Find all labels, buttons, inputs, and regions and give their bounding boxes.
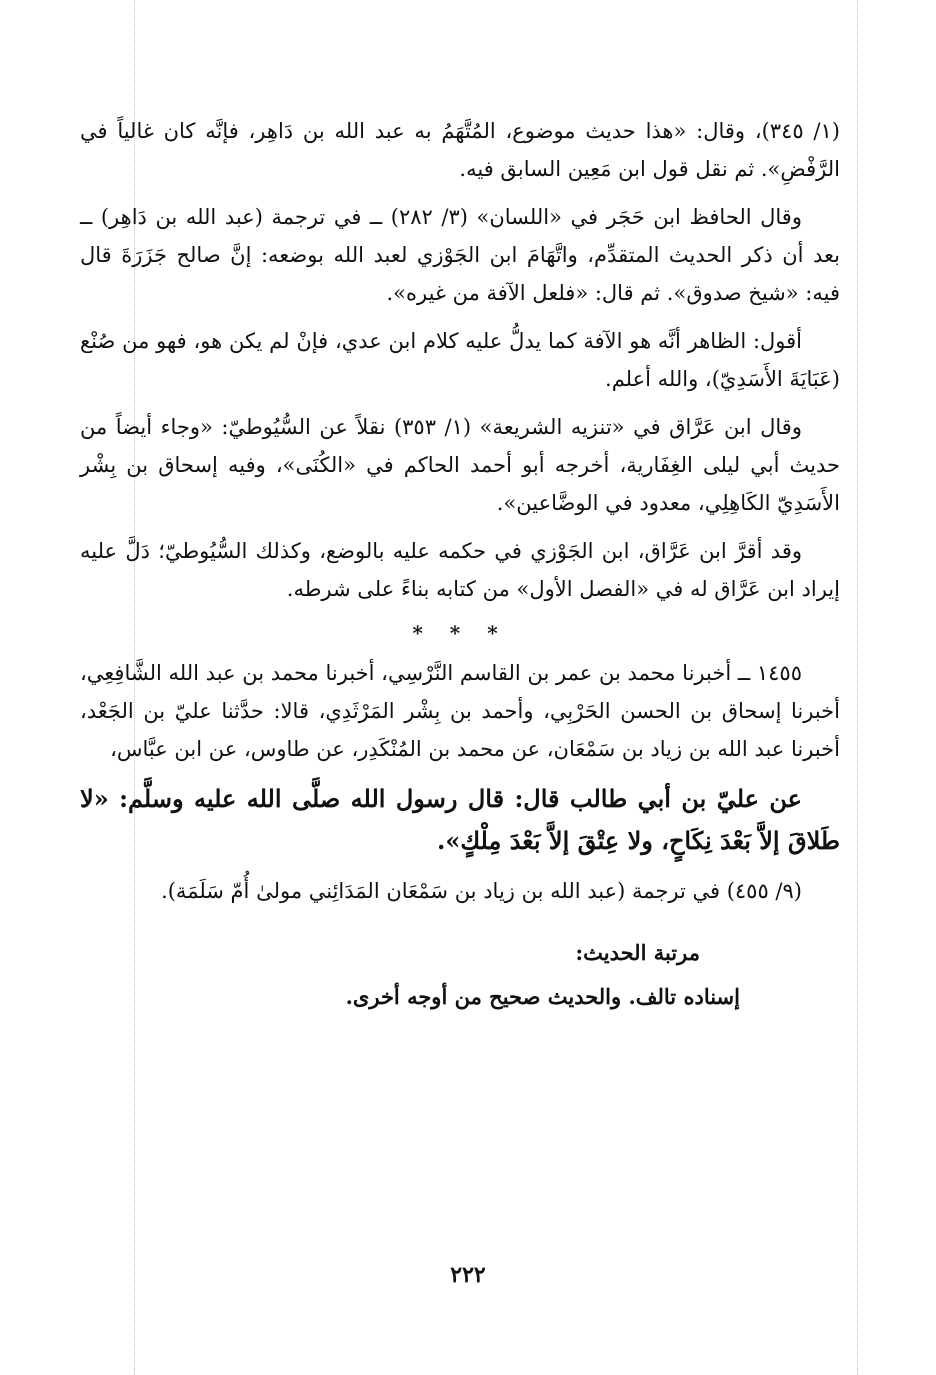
- paragraph-1: (١/ ٣٤٥)، وقال: «هذا حديث موضوع، المُتَّهَمُ به عبد الله بن دَاهِر، فإنَّه كان غالياً في الرَّفْضِ». ثم نقل قول ابن مَعِين السابق فيه.: [80, 119, 840, 181]
- paragraph-5: وقد أقرَّ ابن عَرَّاق، ابن الجَوْزي في حكمه عليه بالوضع، وكذلك السُّيُوطيّ؛ دَلَّ عليه إيراد ابن عَرَّاق له في «الفصل الأول» من كتابه بناءً على شرطه.: [80, 539, 840, 601]
- paragraph-2: وقال الحافظ ابن حَجَر في «اللسان» (٣/ ٢٨٢) ــ في ترجمة (عبد الله بن دَاهِر) ــ بعد أن ذكر الحديث المتقدِّم، واتَّهَامَ ابن الجَوْزي لعبد الله بوضعه: إنَّ صالح جَزَرَةَ قال فيه: «شيخ صدوق». ثم قال: «فلعل الآفة من غيره».: [80, 205, 840, 305]
- section-separator: * * *: [412, 621, 508, 645]
- page-number: ٢٢٢: [450, 1262, 486, 1288]
- grade-text: إسناده تالف. والحديث صحيح من أوجه أخرى.: [345, 984, 740, 1009]
- source-reference: (٩/ ٤٥٥) في ترجمة (عبد الله بن زياد بن سَمْعَان المَدَائِني مولىٰ أُمّ سَلَمَة).: [161, 879, 802, 903]
- hadith-matn: عن عليّ بن أبي طالب قال: قال رسول الله صلَّى الله عليه وسلَّم: «لا طَلاقَ إلاَّ بَعْدَ نِكَاحٍ، ولا عِتْقَ إلاَّ بَعْدَ مِلْكٍ».: [80, 784, 840, 855]
- page-body: [80, 112, 840, 1026]
- grade-heading: مرتبة الحديث:: [575, 940, 700, 965]
- paragraph-3: أقول: الظاهر أنَّه هو الآفة كما يدلُّ عليه كلام ابن عدي، فإنْ لم يكن هو، فهو من صُنْع (عَبَايَةَ الأَسَدِيّ)، والله أعلم.: [80, 329, 840, 391]
- isnad-paragraph: ١٤٥٥ ــ أخبرنا محمد بن عمر بن القاسم النَّرْسِي، أخبرنا محمد بن عبد الله الشَّافِعِي، أخبرنا إسحاق بن الحسن الحَرْبِي، وأحمد بن بِشْر المَرْثَدِي، قالا: حدَّثنا عليّ بن الجَعْد، أخبرنا عبد الله بن زياد بن سَمْعَان، عن محمد بن المُنْكَدِر، عن طاوس، عن ابن عبَّاس،: [80, 661, 840, 761]
- paragraph-4: وقال ابن عَرَّاق في «تنزيه الشريعة» (١/ ٣٥٣) نقلاً عن السُّيُوطيّ: «وجاء أيضاً من حديث أبي ليلى الغِفَارية، أخرجه أبو أحمد الحاكم في «الكُنَى»، وفيه إسحاق بن بِشْر الأَسَدِيّ الكَاهِلِي، معدود في الوضَّاعين».: [80, 415, 840, 515]
- scan-guide-line-right: [857, 0, 858, 1375]
